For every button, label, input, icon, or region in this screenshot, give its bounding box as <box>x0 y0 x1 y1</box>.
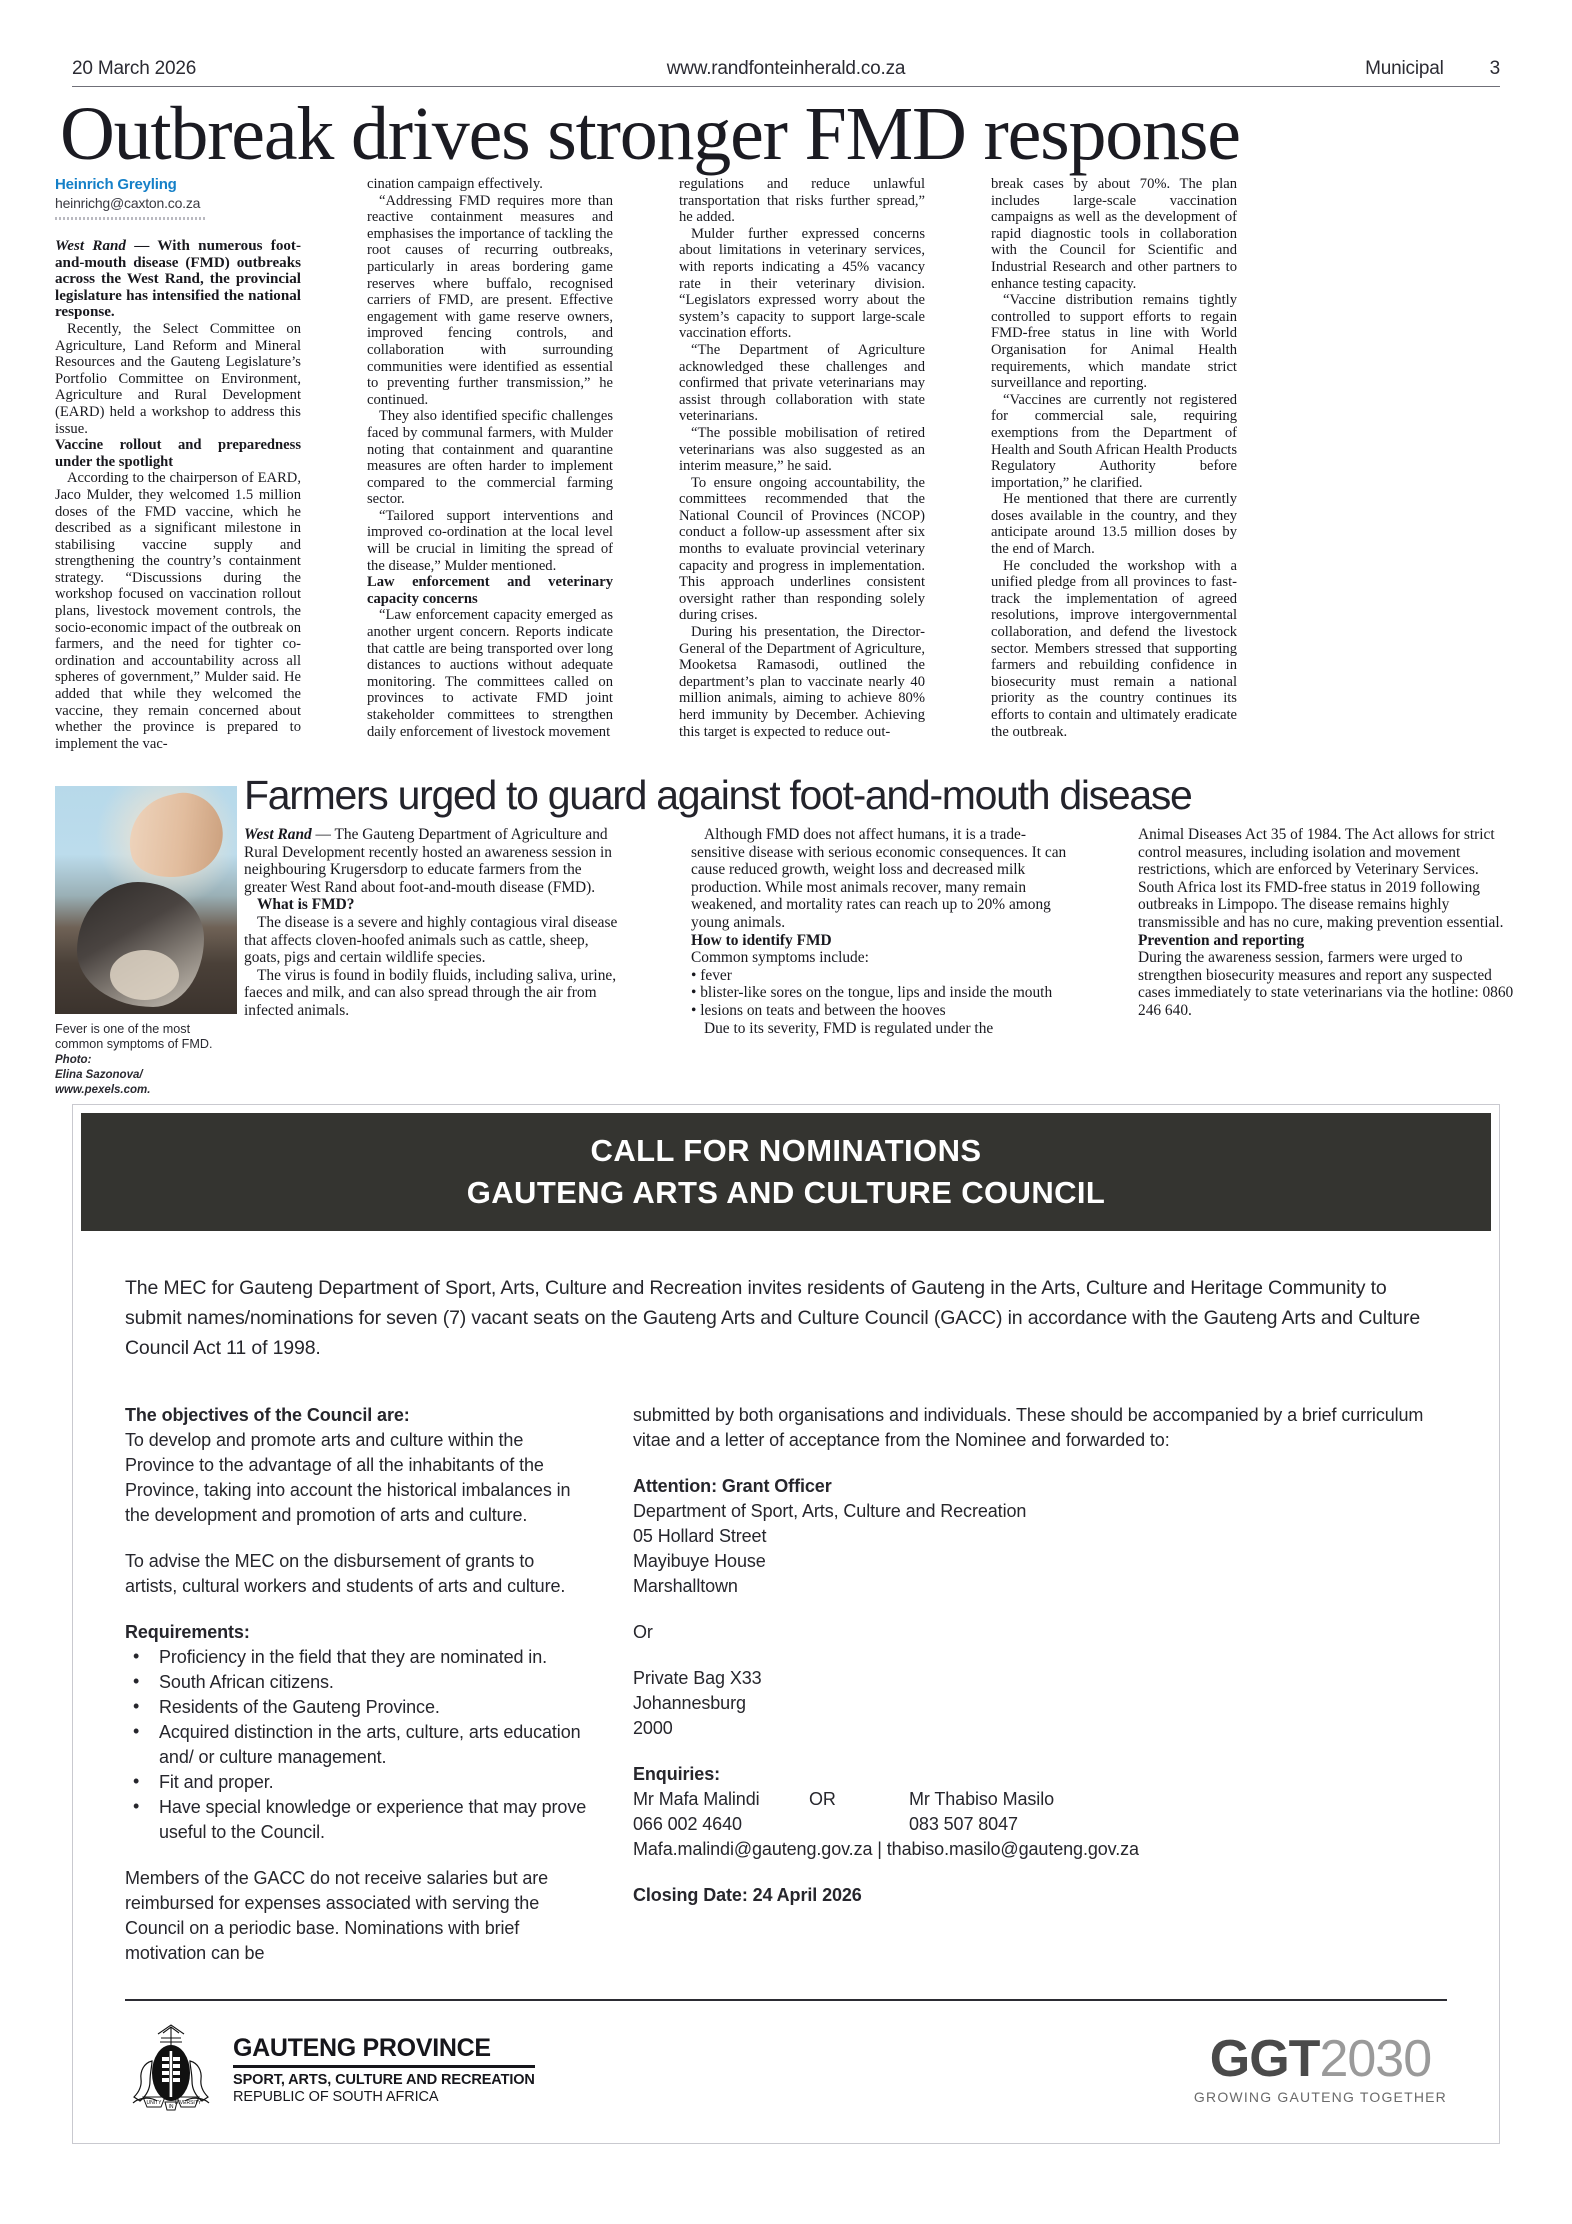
article-2-dateline-dash: — <box>311 826 335 843</box>
enquiries-spacer <box>809 1812 909 1837</box>
article-2-photo-cow <box>55 786 237 1014</box>
masthead-section: Municipal <box>1365 58 1444 79</box>
article-2-lead-text: The Gauteng Department of Agriculture and Rural Development recently hosted an awareness session in neighbouring Krugersdorp to educate farmers from the greater West Rand about foot-and-mouth disease (FMD). <box>244 826 612 896</box>
contact-2-name: Mr Thabiso Masilo <box>909 1789 1055 1809</box>
advert-objectives-body: To develop and promote arts and culture within the Province to the advantage of all the inhabitants of the Province, taking into account the historical imbalances in the development and promotion of arts and culture. <box>125 1430 571 1525</box>
article-1-paragraph: “Tailored support interventions and improved co-ordination at the local level will be crucial in limiting the spread of the disease,” Mulder mentioned. <box>367 507 613 574</box>
article-1-headline: Outbreak drives stronger FMD response <box>60 92 1240 176</box>
advert-requirements-heading: Requirements: <box>125 1622 250 1642</box>
masthead-page-number: 3 <box>1489 58 1500 79</box>
article-1-paragraph: “Addressing FMD requires more than reactive containment measures and emphasises the importance of tackling the root causes of recurring outbreaks, particularly in areas bordering game reserves where buffalo, recognised carriers of FMD, are present. Effective engagement with game reserve owners, improved fencing controls, and collaboration with surrounding communities were identified as essential to preventing further transmission,” he continued. <box>367 192 613 408</box>
ggt-logo-dark-part: GGT <box>1209 2030 1320 2088</box>
article-1-paragraph: “The Department of Agriculture acknowledged these challenges and confirmed that private veterinarians may assist through collaboration with state veterinarians. <box>679 341 925 425</box>
article-1-subheading: Vaccine rollout and preparedness under the spotlight <box>55 437 301 470</box>
article-1-paragraph: He mentioned that there are currently doses available in the country, and they anticipate around 13.5 million doses by the end of March. <box>991 491 1237 558</box>
article-1-paragraph: regulations and reduce unlawful transportation that risks further spread,” he added. <box>679 176 925 226</box>
requirement-item: • Residents of the Gauteng Province. <box>125 1695 591 1720</box>
article-2-subheading: How to identify FMD <box>691 931 832 949</box>
article-2-symptom-bullet: • blister-like sores on the tongue, lips and inside the mouth <box>691 984 1053 1002</box>
advert-address2-line: Johannesburg <box>633 1693 746 1713</box>
article-2-body <box>244 826 1519 1037</box>
byline-divider <box>55 217 207 220</box>
advertisement-block <box>72 1104 1500 2144</box>
advert-attention-heading: Attention: Grant Officer <box>633 1476 832 1496</box>
article-2-column-1 <box>244 826 624 1037</box>
masthead-divider <box>72 86 1500 87</box>
article-2-column-3 <box>1138 826 1518 1037</box>
article-1-paragraph: “Vaccine distribution remains tightly controlled to support efforts to regain FMD-free status in line with World Organisation for Animal Health requirements, which mandate strict surveillance and reporting. <box>991 292 1237 392</box>
article-1-paragraph: “Vaccines are currently not registered for commercial sale, requiring exemptions from the Department of Health and South African Health Products Regulatory Authority before importation,” he clarified. <box>991 391 1238 491</box>
article-2-lead-paragraph <box>244 826 624 896</box>
byline-author-name: Heinrich Greyling <box>55 176 177 193</box>
advert-enquiries-heading: Enquiries: <box>633 1764 721 1784</box>
article-1-paragraph: “Law enforcement capacity emerged as another urgent concern. Reports indicate that cattle are being transported over long distances to auctions without adequate monitoring. The committees called on provinces to activate FMD joint stakeholder committees to strengthen daily enforcement of livestock movement <box>367 607 613 740</box>
photo-caption-text: Fever is one of the most common symptoms of FMD. <box>55 1022 213 1051</box>
ggt-logo-wordmark <box>1194 2030 1447 2088</box>
article-1-dateline: West Rand <box>55 238 126 254</box>
masthead-website-url: www.randfonteinherald.co.za <box>666 58 906 79</box>
article-1-column-1 <box>55 238 301 752</box>
article-2-paragraph: Due to its severity, FMD is regulated under the <box>704 1019 994 1037</box>
coat-of-arms-icon <box>125 2021 217 2117</box>
advert-objectives-heading: The objectives of the Council are: <box>125 1405 410 1425</box>
article-2-photo-caption <box>55 1022 239 1098</box>
article-1-subheading: Law enforcement and veterinary capacity concerns <box>367 574 613 607</box>
article-2-symptom-bullet: • lesions on teats and between the hooves <box>691 1001 946 1019</box>
svg-text:IN: IN <box>168 2104 174 2110</box>
article-2-paragraph: During the awareness session, farmers were urged to strengthen biosecurity measures and report any suspected cases immediately to state veterinarians via the hotline: 0860 246 640. <box>1138 949 1514 1019</box>
ggt-logo-light-part: 2030 <box>1319 2030 1432 2088</box>
advert-enquiries-grid <box>633 1787 1447 1837</box>
article-2-headline: Farmers urged to guard against foot-and-mouth disease <box>244 772 1192 818</box>
requirement-item: • Fit and proper. <box>125 1770 591 1795</box>
advert-advise-paragraph: To advise the MEC on the disbursement of grants to artists, cultural workers and students of arts and culture. <box>125 1551 566 1596</box>
advert-left-column <box>125 1403 591 1987</box>
gp-logo-line-2: SPORT, ARTS, CULTURE AND RECREATION <box>233 2071 535 2088</box>
article-1-paragraph: To ensure ongoing accountability, the committees recommended that the National Council of Provinces (NCOP) conduct a follow-up assessment after six months to evaluate provincial veterinary capacity and progress in implementation. This approach underlines consistent oversight rather than responding solely during crises. <box>679 474 925 624</box>
requirement-item: • South African citizens. <box>125 1670 591 1695</box>
advert-footer-divider <box>125 1999 1447 2001</box>
article-1-paragraph: “The possible mobilisation of retired veterinarians was also suggested as an interim measure,” he said. <box>679 424 925 475</box>
advert-requirements-list <box>125 1645 591 1845</box>
article-2-paragraph: Although FMD does not affect humans, it is a trade-sensitive disease with serious economic consequences. It can cause reduced growth, weight loss and decreased milk production. While most animals recover, many remain weakened, and mortality rates can reach up to 20% among young animals. <box>691 826 1067 931</box>
article-2-paragraph: Animal Diseases Act 35 of 1984. The Act allows for strict control measures, including isolation and movement restrictions, which are enforced by Veterinary Services. <box>1138 826 1495 879</box>
article-2-paragraph: The virus is found in bodily fluids, including saliva, urine, faeces and milk, and can also spread through the air from infected animals. <box>244 966 617 1019</box>
advert-address-line: Department of Sport, Arts, Culture and Recreation <box>633 1501 1027 1521</box>
advert-address2-line: 2000 <box>633 1718 673 1738</box>
svg-text:UNITY: UNITY <box>146 2100 162 2106</box>
advert-intro-paragraph: The MEC for Gauteng Department of Sport, Arts, Culture and Recreation invites residents of Gauteng in the Arts, Culture and Heritage Community to submit names/nominations for seven (7) vacant seats on the Gauteng Arts and Culture Council (GACC) in accordance with the Gauteng Arts and Culture Council Act 11 of 1998. <box>125 1277 1421 1359</box>
article-2-dateline: West Rand <box>244 826 312 843</box>
advert-two-column-body <box>125 1403 1447 1987</box>
contact-1-name: Mr Mafa Malindi <box>633 1789 760 1809</box>
gp-logo-line-3: REPUBLIC OF SOUTH AFRICA <box>233 2088 439 2105</box>
advert-continuation-paragraph: submitted by both organisations and individuals. These should be accompanied by a brief curriculum vitae and a letter of acceptance from the Nominee and forwarded to: <box>633 1405 1424 1450</box>
article-1-paragraph: According to the chairperson of EARD, Jaco Mulder, they welcomed 1.5 million doses of the FMD vaccine, which he described as a significant milestone in stabilising vaccine supply and strengthening the country’s containment strategy. “Discussions during the workshop focused on vaccination rollout plans, livestock movement controls, the socio-economic impact of the outbreak on farmers, and the need for tighter co-ordination and accountability across all spheres of government,” Mulder said. He added that while they welcomed the vaccine, they remain concerned about whether the province is prepared to implement the vac- <box>55 470 301 752</box>
article-2-column-2 <box>691 826 1071 1037</box>
article-1-lead-paragraph <box>55 238 301 321</box>
requirement-item: • Acquired distinction in the arts, culture, arts education and/ or culture management. <box>125 1720 591 1770</box>
article-1-paragraph: He concluded the workshop with a unified pledge from all provinces to fast-track the implementation of agreed resolutions, improve intergovernmental collaboration, and defend the livestock sector. Members stressed that supporting farmers and rebuilding confidence in biosecurity must remain a national priority as the country continues its efforts to contain and ultimately eradicate the outbreak. <box>991 557 1237 740</box>
requirement-item: • Have special knowledge or experience that may prove useful to the Council. <box>125 1795 591 1845</box>
byline <box>55 176 295 220</box>
gauteng-province-wordmark <box>233 2034 535 2105</box>
article-1-paragraph: They also identified specific challenges faced by communal farmers, with Mulder noting that containment and quarantine measures are often harder to implement compared to the commercial farming sector. <box>367 408 613 508</box>
ggt-2030-logo <box>1193 2030 1447 2105</box>
article-1-paragraph: During his presentation, the Director-General of the Department of Agriculture, Mooketsa Ramasodi, outlined the department’s plan to vaccinate nearly 40 million animals, aiming to achieve 80% herd immunity by December. Achieving this target is expected to reduce out- <box>679 624 925 740</box>
advert-banner <box>81 1113 1491 1231</box>
advert-right-column <box>633 1403 1447 1987</box>
article-1-column-3 <box>679 176 925 752</box>
article-2-symptom-bullet: • fever <box>691 966 732 984</box>
article-1-dateline-dash: — <box>125 238 158 254</box>
article-1-paragraph: Recently, the Select Committee on Agriculture, Land Reform and Mineral Resources and the Gauteng Legislature’s Portfolio Committee on Environment, Agriculture and Rural Development (EARD) held a workshop to address this issue. <box>55 320 301 437</box>
contact-or-separator: OR <box>809 1789 836 1809</box>
photo-credit-label: Photo: <box>55 1054 92 1066</box>
requirement-item: • Proficiency in the field that they are nominated in. <box>125 1645 591 1670</box>
advert-or-label: Or <box>633 1622 653 1642</box>
article-2-paragraph: Common symptoms include: <box>691 949 869 967</box>
masthead-date: 20 March 2026 <box>72 58 197 79</box>
article-1-lead-text: With numerous foot-and-mouth disease (FMD) outbreaks across the West Rand, the provincial legislature has intensified the national response. <box>55 238 301 321</box>
advert-address2-line: Private Bag X33 <box>633 1668 762 1688</box>
photo-cow-snout-shape <box>110 950 179 1000</box>
advert-logo-row <box>125 2005 1447 2133</box>
advert-address-line: Mayibuye House <box>633 1551 766 1571</box>
advert-closing-paragraph: Members of the GACC do not receive salaries but are reimbursed for expenses associated with serving the Council on a periodic base. Nominations with brief motivation can be <box>125 1868 549 1963</box>
advert-banner-line-1: CALL FOR NOMINATIONS <box>590 1133 982 1168</box>
article-1-paragraph: cination campaign effectively. <box>367 176 543 192</box>
article-1-paragraph: break cases by about 70%. The plan includes large-scale vaccination campaigns as well as the development of rapid diagnostic tools in collaboration with the Council for Scientific and Industrial Research and other partners to enhance testing capacity. <box>991 176 1237 292</box>
article-2-paragraph: The disease is a severe and highly contagious viral disease that affects cloven-hoofed animals such as cattle, sheep, goats, pigs and certain wildlife species. <box>244 913 618 967</box>
photo-hand-shape <box>119 786 231 887</box>
masthead <box>72 58 1500 80</box>
article-2-paragraph: South Africa lost its FMD-free status in 2019 following outbreaks in Limpopo. The disease remains highly transmissible and has no cure, making prevention essential. <box>1138 878 1504 931</box>
article-1-column-2 <box>367 176 613 752</box>
advert-address-line: Marshalltown <box>633 1576 738 1596</box>
article-2-subheading: Prevention and reporting <box>1138 931 1305 949</box>
contact-1-phone: 066 002 4640 <box>633 1814 742 1834</box>
article-1-column-4 <box>991 176 1237 752</box>
gp-logo-line-1: GAUTENG PROVINCE <box>233 2034 535 2068</box>
advert-contact-emails: Mafa.malindi@gauteng.gov.za | thabiso.masilo@gauteng.gov.za <box>633 1839 1139 1859</box>
advert-banner-line-2: GAUTENG ARTS AND CULTURE COUNCIL <box>466 1175 1106 1210</box>
photo-credit-source: Elina Sazonova/ www.pexels.com. <box>55 1069 151 1096</box>
contact-2-phone: 083 507 8047 <box>909 1814 1018 1834</box>
ggt-logo-tagline: GROWING GAUTENG TOGETHER <box>1193 2089 1447 2105</box>
article-1-paragraph: Mulder further expressed concerns about limitations in veterinary services, with reports indicating a 45% vacancy rate in their veterinary division. “Legislators expressed worry about the system’s capacity to support large-scale vaccination efforts. <box>679 225 925 342</box>
gauteng-province-logo <box>125 2021 535 2117</box>
byline-author-email: heinrichg@caxton.co.za <box>55 195 201 211</box>
advert-closing-date: Closing Date: 24 April 2026 <box>633 1885 862 1905</box>
article-2-subheading: What is FMD? <box>257 896 355 914</box>
svg-text:DIVERSITY: DIVERSITY <box>174 2100 202 2106</box>
advert-address-line: 05 Hollard Street <box>633 1526 767 1546</box>
